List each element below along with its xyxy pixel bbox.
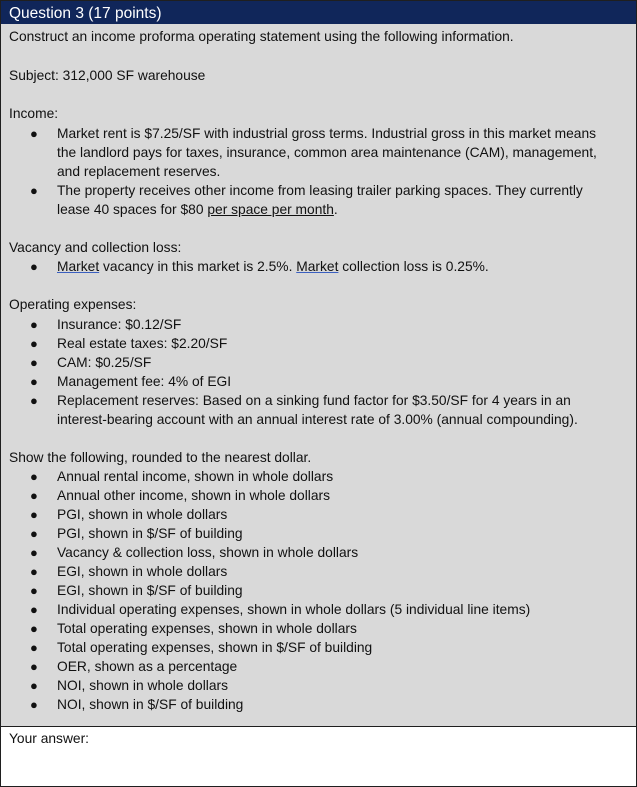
vacancy-list (9, 257, 619, 276)
list-item: ● NOI, shown in $/SF of building (30, 697, 244, 712)
bullet-icon: ● (30, 564, 38, 579)
list-item: ● Individual operating expenses, shown in whole dollars (5 individual line items) (30, 602, 531, 617)
bullet-icon: ● (30, 335, 38, 351)
bullet-icon: ● (30, 125, 38, 141)
bullet-icon: ● (30, 621, 38, 636)
list-item: ● Annual rental income, shown in whole dollars (30, 469, 334, 484)
question-content (9, 27, 619, 714)
list-item: ● EGI, shown in whole dollars (30, 564, 228, 579)
spellcheck-word: Market (57, 259, 100, 274)
income-list (9, 124, 619, 219)
bullet-icon: ● (30, 182, 38, 198)
bullet-icon: ● (30, 640, 38, 655)
list-item: ● NOI, shown in whole dollars (30, 678, 229, 693)
intro-text: Construct an income proforma operating statement using the following information. (9, 29, 514, 44)
subject-text: Subject: 312,000 SF warehouse (9, 67, 206, 83)
bullet-icon: ● (30, 354, 38, 370)
bullet-icon: ● (30, 678, 38, 693)
bullet-icon: ● (30, 659, 38, 674)
list-item: ● Insurance: $0.12/SF (30, 316, 182, 332)
list-item: ● Management fee: 4% of EGI (30, 373, 232, 389)
list-item: ● Real estate taxes: $2.20/SF (30, 335, 228, 351)
opex-list (9, 315, 619, 429)
spellcheck-word: Market (296, 259, 339, 274)
list-item: ● Market rent is $7.25/SF with industrial gross terms. Industrial gross in this market means the landlord pays for taxes, insurance, common area maintenance (CAM), management, and replacement reserves. (30, 125, 597, 179)
underlined-phrase: per space per month (207, 201, 334, 217)
bullet-icon: ● (30, 602, 38, 617)
list-item: ● Total operating expenses, shown in whole dollars (30, 621, 357, 636)
list-item: ● Market vacancy in this market is 2.5%. Market collection loss is 0.25%. (30, 259, 489, 274)
bullet-icon: ● (30, 316, 38, 332)
bullet-icon: ● (30, 545, 38, 560)
list-item: ● Replacement reserves: Based on a sinking fund factor for $3.50/SF for 4 years in an interest-bearing account with an annual interest rate of 3.00% (annual compounding). (30, 392, 578, 427)
list-item: ● OER, shown as a percentage (30, 659, 238, 674)
list-item: ● Annual other income, shown in whole dollars (30, 488, 331, 503)
show-heading: Show the following, rounded to the nearest dollar. (9, 449, 312, 465)
list-item: ● Vacancy & collection loss, shown in whole dollars (30, 545, 359, 560)
bullet-icon: ● (30, 488, 38, 503)
bullet-icon: ● (30, 507, 38, 522)
show-list (9, 467, 619, 714)
list-item: ● Total operating expenses, shown in $/SF of building (30, 640, 373, 655)
list-item: ● PGI, shown in $/SF of building (30, 526, 243, 541)
list-item: ● CAM: $0.25/SF (30, 354, 152, 370)
opex-heading: Operating expenses: (9, 297, 137, 312)
bullet-icon: ● (30, 392, 38, 408)
bullet-icon: ● (30, 697, 38, 712)
list-item: ● EGI, shown in $/SF of building (30, 583, 243, 598)
bullet-icon: ● (30, 526, 38, 541)
bullet-icon: ● (30, 259, 38, 274)
bullet-icon: ● (30, 373, 38, 389)
list-item: ● The property receives other income from leasing trailer parking spaces. They currently lease 40 spaces for $80 per space per month. (30, 182, 583, 217)
bullet-icon: ● (30, 583, 38, 598)
income-heading: Income: (9, 106, 59, 121)
question-header: Question 3 (17 points) (1, 1, 636, 24)
vacancy-heading: Vacancy and collection loss: (9, 239, 182, 255)
list-item: ● PGI, shown in whole dollars (30, 507, 228, 522)
bullet-icon: ● (30, 469, 38, 484)
answer-label: Your answer: (9, 731, 90, 746)
